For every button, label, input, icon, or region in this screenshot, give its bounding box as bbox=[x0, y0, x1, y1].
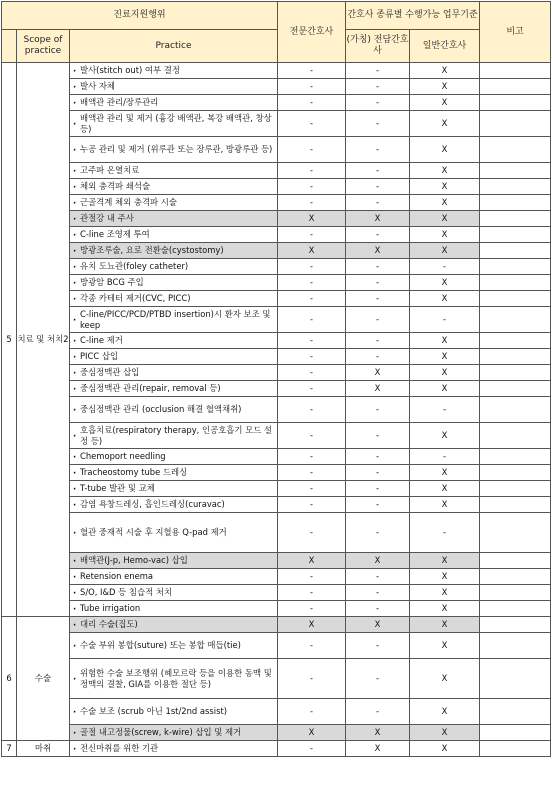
table-row bbox=[2, 617, 551, 633]
expert-value: - bbox=[278, 227, 346, 243]
practice-table bbox=[1, 1, 551, 757]
table-row bbox=[2, 259, 551, 275]
expert-value: - bbox=[278, 659, 346, 699]
specialized-value: - bbox=[346, 659, 410, 699]
note-cell bbox=[480, 243, 551, 259]
expert-value: - bbox=[278, 465, 346, 481]
general-value: - bbox=[410, 513, 480, 553]
specialized-value: - bbox=[346, 449, 410, 465]
table-row bbox=[2, 513, 551, 553]
note-cell bbox=[480, 585, 551, 601]
table-row bbox=[2, 349, 551, 365]
table-row bbox=[2, 291, 551, 307]
specialized-value: - bbox=[346, 111, 410, 137]
expert-value: - bbox=[278, 63, 346, 79]
table-row bbox=[2, 381, 551, 397]
table-row bbox=[2, 659, 551, 699]
practice-cell: · 관절강 내 주사 bbox=[70, 211, 278, 227]
header-specialized-nurse: (가칭) 전담간호사 bbox=[346, 30, 410, 63]
practice-cell: · 호흡치료(respiratory therapy, 인공호흡기 모드 설정 등) bbox=[70, 423, 278, 449]
general-value: X bbox=[410, 553, 480, 569]
general-value: X bbox=[410, 601, 480, 617]
practice-cell: · 발사(stitch out) 여부 결정 bbox=[70, 63, 278, 79]
note-cell bbox=[480, 725, 551, 741]
table-row bbox=[2, 585, 551, 601]
expert-value: X bbox=[278, 211, 346, 227]
table-row bbox=[2, 699, 551, 725]
general-value: X bbox=[410, 137, 480, 163]
practice-cell: · 혈관 중재적 시술 후 지혈용 Q-pad 제거 bbox=[70, 513, 278, 553]
expert-value: - bbox=[278, 95, 346, 111]
practice-cell: · 누공 관리 및 제거 (위루관 또는 장루관, 방광루관 등) bbox=[70, 137, 278, 163]
table-row bbox=[2, 423, 551, 449]
general-value: X bbox=[410, 333, 480, 349]
note-cell bbox=[480, 633, 551, 659]
specialized-value: - bbox=[346, 275, 410, 291]
group-scope: 치료 및 처치2 bbox=[17, 63, 70, 617]
header-expert-nurse: 전문간호사 bbox=[278, 2, 346, 63]
general-value: X bbox=[410, 465, 480, 481]
specialized-value: X bbox=[346, 365, 410, 381]
note-cell bbox=[480, 449, 551, 465]
specialized-value: - bbox=[346, 465, 410, 481]
specialized-value: - bbox=[346, 513, 410, 553]
table-row bbox=[2, 365, 551, 381]
expert-value: - bbox=[278, 423, 346, 449]
note-cell bbox=[480, 465, 551, 481]
table-row bbox=[2, 111, 551, 137]
specialized-value: X bbox=[346, 553, 410, 569]
practice-cell: · 각종 카테터 제거(CVC, PICC) bbox=[70, 291, 278, 307]
general-value: X bbox=[410, 349, 480, 365]
table-body bbox=[2, 63, 551, 757]
general-value: X bbox=[410, 275, 480, 291]
general-value: X bbox=[410, 659, 480, 699]
general-value: X bbox=[410, 211, 480, 227]
practice-cell: · 발사 자체 bbox=[70, 79, 278, 95]
group-number: 5 bbox=[2, 63, 17, 617]
header-general-nurse: 일반간호사 bbox=[410, 30, 480, 63]
note-cell bbox=[480, 601, 551, 617]
practice-cell: · 고주파 온열치료 bbox=[70, 163, 278, 179]
practice-cell: · C-line/PICC/PCD/PTBD insertion)시 환자 보조 및 keep bbox=[70, 307, 278, 333]
note-cell bbox=[480, 79, 551, 95]
table-row bbox=[2, 79, 551, 95]
practice-cell: · 수술 보조 (scrub 아닌 1st/2nd assist) bbox=[70, 699, 278, 725]
practice-cell: · 배액관 관리/장루관리 bbox=[70, 95, 278, 111]
practice-cell: · 수술 부위 봉합(suture) 또는 봉합 매듭(tie) bbox=[70, 633, 278, 659]
specialized-value: X bbox=[346, 725, 410, 741]
general-value: X bbox=[410, 195, 480, 211]
group-scope: 수술 bbox=[17, 617, 70, 741]
specialized-value: - bbox=[346, 423, 410, 449]
table-row bbox=[2, 63, 551, 79]
table-row bbox=[2, 497, 551, 513]
practice-cell: · 체외 충격파 쇄석술 bbox=[70, 179, 278, 195]
practice-cell: · C-line 조영제 투여 bbox=[70, 227, 278, 243]
specialized-value: X bbox=[346, 211, 410, 227]
table-row bbox=[2, 179, 551, 195]
expert-value: - bbox=[278, 163, 346, 179]
header-group-nurse-types: 간호사 종류별 수행가능 업무기준 bbox=[346, 2, 480, 30]
practice-cell: · 대리 수술(집도) bbox=[70, 617, 278, 633]
table-row bbox=[2, 741, 551, 757]
expert-value: - bbox=[278, 349, 346, 365]
practice-cell: · C-line 제거 bbox=[70, 333, 278, 349]
expert-value: - bbox=[278, 513, 346, 553]
specialized-value: - bbox=[346, 195, 410, 211]
expert-value: - bbox=[278, 569, 346, 585]
expert-value: - bbox=[278, 307, 346, 333]
practice-cell: · 중심정맥관 관리 (occlusion 해결 혈액채취) bbox=[70, 397, 278, 423]
table-row bbox=[2, 569, 551, 585]
group-number: 6 bbox=[2, 617, 17, 741]
general-value: X bbox=[410, 291, 480, 307]
general-value: X bbox=[410, 243, 480, 259]
note-cell bbox=[480, 63, 551, 79]
expert-value: - bbox=[278, 291, 346, 307]
specialized-value: X bbox=[346, 741, 410, 757]
general-value: X bbox=[410, 741, 480, 757]
table-row bbox=[2, 725, 551, 741]
specialized-value: - bbox=[346, 349, 410, 365]
general-value: X bbox=[410, 633, 480, 659]
table-row bbox=[2, 633, 551, 659]
note-cell bbox=[480, 137, 551, 163]
general-value: X bbox=[410, 617, 480, 633]
general-value: X bbox=[410, 569, 480, 585]
general-value: X bbox=[410, 95, 480, 111]
expert-value: - bbox=[278, 195, 346, 211]
table-row bbox=[2, 333, 551, 349]
specialized-value: - bbox=[346, 497, 410, 513]
expert-value: - bbox=[278, 179, 346, 195]
general-value: X bbox=[410, 497, 480, 513]
note-cell bbox=[480, 497, 551, 513]
practice-cell: · PICC 삽입 bbox=[70, 349, 278, 365]
expert-value: - bbox=[278, 275, 346, 291]
practice-cell: · 골절 내고정물(screw, k-wire) 삽입 및 제거 bbox=[70, 725, 278, 741]
table-row bbox=[2, 95, 551, 111]
general-value: - bbox=[410, 307, 480, 333]
practice-cell: · 유치 도뇨관(foley catheter) bbox=[70, 259, 278, 275]
general-value: X bbox=[410, 163, 480, 179]
expert-value: - bbox=[278, 111, 346, 137]
note-cell bbox=[480, 195, 551, 211]
note-cell bbox=[480, 179, 551, 195]
table-row bbox=[2, 449, 551, 465]
specialized-value: - bbox=[346, 163, 410, 179]
general-value: X bbox=[410, 423, 480, 449]
general-value: X bbox=[410, 63, 480, 79]
specialized-value: X bbox=[346, 381, 410, 397]
note-cell bbox=[480, 569, 551, 585]
note-cell bbox=[480, 423, 551, 449]
note-cell bbox=[480, 291, 551, 307]
header-note: 비고 bbox=[480, 2, 551, 63]
practice-cell: · Tracheostomy tube 드레싱 bbox=[70, 465, 278, 481]
general-value: X bbox=[410, 79, 480, 95]
header-practice: Practice bbox=[70, 30, 278, 63]
general-value: X bbox=[410, 179, 480, 195]
specialized-value: - bbox=[346, 137, 410, 163]
expert-value: - bbox=[278, 137, 346, 163]
expert-value: X bbox=[278, 725, 346, 741]
expert-value: - bbox=[278, 79, 346, 95]
note-cell bbox=[480, 95, 551, 111]
table-row bbox=[2, 195, 551, 211]
header-num bbox=[2, 30, 17, 63]
practice-cell: · S/O, I&D 등 침습적 처치 bbox=[70, 585, 278, 601]
expert-value: - bbox=[278, 381, 346, 397]
table-row bbox=[2, 137, 551, 163]
general-value: X bbox=[410, 227, 480, 243]
note-cell bbox=[480, 513, 551, 553]
expert-value: - bbox=[278, 333, 346, 349]
practice-cell: · Retension enema bbox=[70, 569, 278, 585]
practice-cell: · 위험한 수술 보조행위 (혜모르락 등을 이용한 동맥 및 정맥의 결찰, GIA를 이용한 절단 등) bbox=[70, 659, 278, 699]
expert-value: - bbox=[278, 585, 346, 601]
note-cell bbox=[480, 307, 551, 333]
note-cell bbox=[480, 365, 551, 381]
general-value: - bbox=[410, 397, 480, 423]
note-cell bbox=[480, 553, 551, 569]
expert-value: - bbox=[278, 449, 346, 465]
general-value: - bbox=[410, 259, 480, 275]
practice-cell: · 감염 욕창드레싱, 흡인드레싱(curavac) bbox=[70, 497, 278, 513]
practice-cell: · 전신마취를 위한 기관 bbox=[70, 741, 278, 757]
practice-cell: · 중심정맥관 삽입 bbox=[70, 365, 278, 381]
practice-cell: · 방광암 BCG 주입 bbox=[70, 275, 278, 291]
specialized-value: - bbox=[346, 333, 410, 349]
expert-value: - bbox=[278, 601, 346, 617]
specialized-value: - bbox=[346, 307, 410, 333]
note-cell bbox=[480, 275, 551, 291]
specialized-value: - bbox=[346, 79, 410, 95]
table-row bbox=[2, 481, 551, 497]
general-value: X bbox=[410, 585, 480, 601]
specialized-value: - bbox=[346, 481, 410, 497]
note-cell bbox=[480, 617, 551, 633]
expert-value: X bbox=[278, 243, 346, 259]
practice-cell: · 배액관 관리 및 제거 (흉강 배액관, 복강 배액관, 창상 등) bbox=[70, 111, 278, 137]
table-row bbox=[2, 227, 551, 243]
table-row bbox=[2, 553, 551, 569]
specialized-value: X bbox=[346, 617, 410, 633]
header-scope: Scope of practice bbox=[17, 30, 70, 63]
note-cell bbox=[480, 397, 551, 423]
specialized-value: - bbox=[346, 95, 410, 111]
general-value: X bbox=[410, 365, 480, 381]
general-value: X bbox=[410, 381, 480, 397]
note-cell bbox=[480, 111, 551, 137]
specialized-value: - bbox=[346, 227, 410, 243]
practice-cell: · 근골격계 체외 충격파 시술 bbox=[70, 195, 278, 211]
specialized-value: - bbox=[346, 699, 410, 725]
practice-cell: · 방광조루술, 요로 전환술(cystostomy) bbox=[70, 243, 278, 259]
general-value: X bbox=[410, 111, 480, 137]
table-row bbox=[2, 163, 551, 179]
general-value: X bbox=[410, 699, 480, 725]
specialized-value: - bbox=[346, 291, 410, 307]
table-row bbox=[2, 211, 551, 227]
table-row bbox=[2, 307, 551, 333]
table-row bbox=[2, 465, 551, 481]
expert-value: - bbox=[278, 259, 346, 275]
note-cell bbox=[480, 333, 551, 349]
table-row bbox=[2, 243, 551, 259]
note-cell bbox=[480, 349, 551, 365]
expert-value: - bbox=[278, 397, 346, 423]
expert-value: - bbox=[278, 497, 346, 513]
table-row bbox=[2, 275, 551, 291]
practice-cell: · Tube irrigation bbox=[70, 601, 278, 617]
expert-value: - bbox=[278, 633, 346, 659]
group-scope: 마취 bbox=[17, 741, 70, 757]
expert-value: - bbox=[278, 365, 346, 381]
specialized-value: - bbox=[346, 259, 410, 275]
group-number: 7 bbox=[2, 741, 17, 757]
general-value: X bbox=[410, 481, 480, 497]
general-value: - bbox=[410, 449, 480, 465]
note-cell bbox=[480, 481, 551, 497]
note-cell bbox=[480, 381, 551, 397]
expert-value: - bbox=[278, 741, 346, 757]
specialized-value: - bbox=[346, 397, 410, 423]
practice-cell: · T-tube 발관 및 교체 bbox=[70, 481, 278, 497]
expert-value: - bbox=[278, 481, 346, 497]
expert-value: - bbox=[278, 699, 346, 725]
table-row bbox=[2, 397, 551, 423]
specialized-value: - bbox=[346, 601, 410, 617]
specialized-value: - bbox=[346, 179, 410, 195]
expert-value: X bbox=[278, 553, 346, 569]
header-group-practice: 진료지원행위 bbox=[2, 2, 278, 30]
specialized-value: - bbox=[346, 63, 410, 79]
specialized-value: - bbox=[346, 569, 410, 585]
general-value: X bbox=[410, 725, 480, 741]
specialized-value: - bbox=[346, 585, 410, 601]
note-cell bbox=[480, 659, 551, 699]
note-cell bbox=[480, 741, 551, 757]
expert-value: X bbox=[278, 617, 346, 633]
specialized-value: X bbox=[346, 243, 410, 259]
practice-cell: · Chemoport needling bbox=[70, 449, 278, 465]
table-row bbox=[2, 601, 551, 617]
note-cell bbox=[480, 163, 551, 179]
note-cell bbox=[480, 699, 551, 725]
practice-cell: · 중심정맥관 관리(repair, removal 등) bbox=[70, 381, 278, 397]
note-cell bbox=[480, 227, 551, 243]
practice-cell: · 배액관(J-p, Hemo-vac) 삽입 bbox=[70, 553, 278, 569]
note-cell bbox=[480, 211, 551, 227]
specialized-value: - bbox=[346, 633, 410, 659]
note-cell bbox=[480, 259, 551, 275]
